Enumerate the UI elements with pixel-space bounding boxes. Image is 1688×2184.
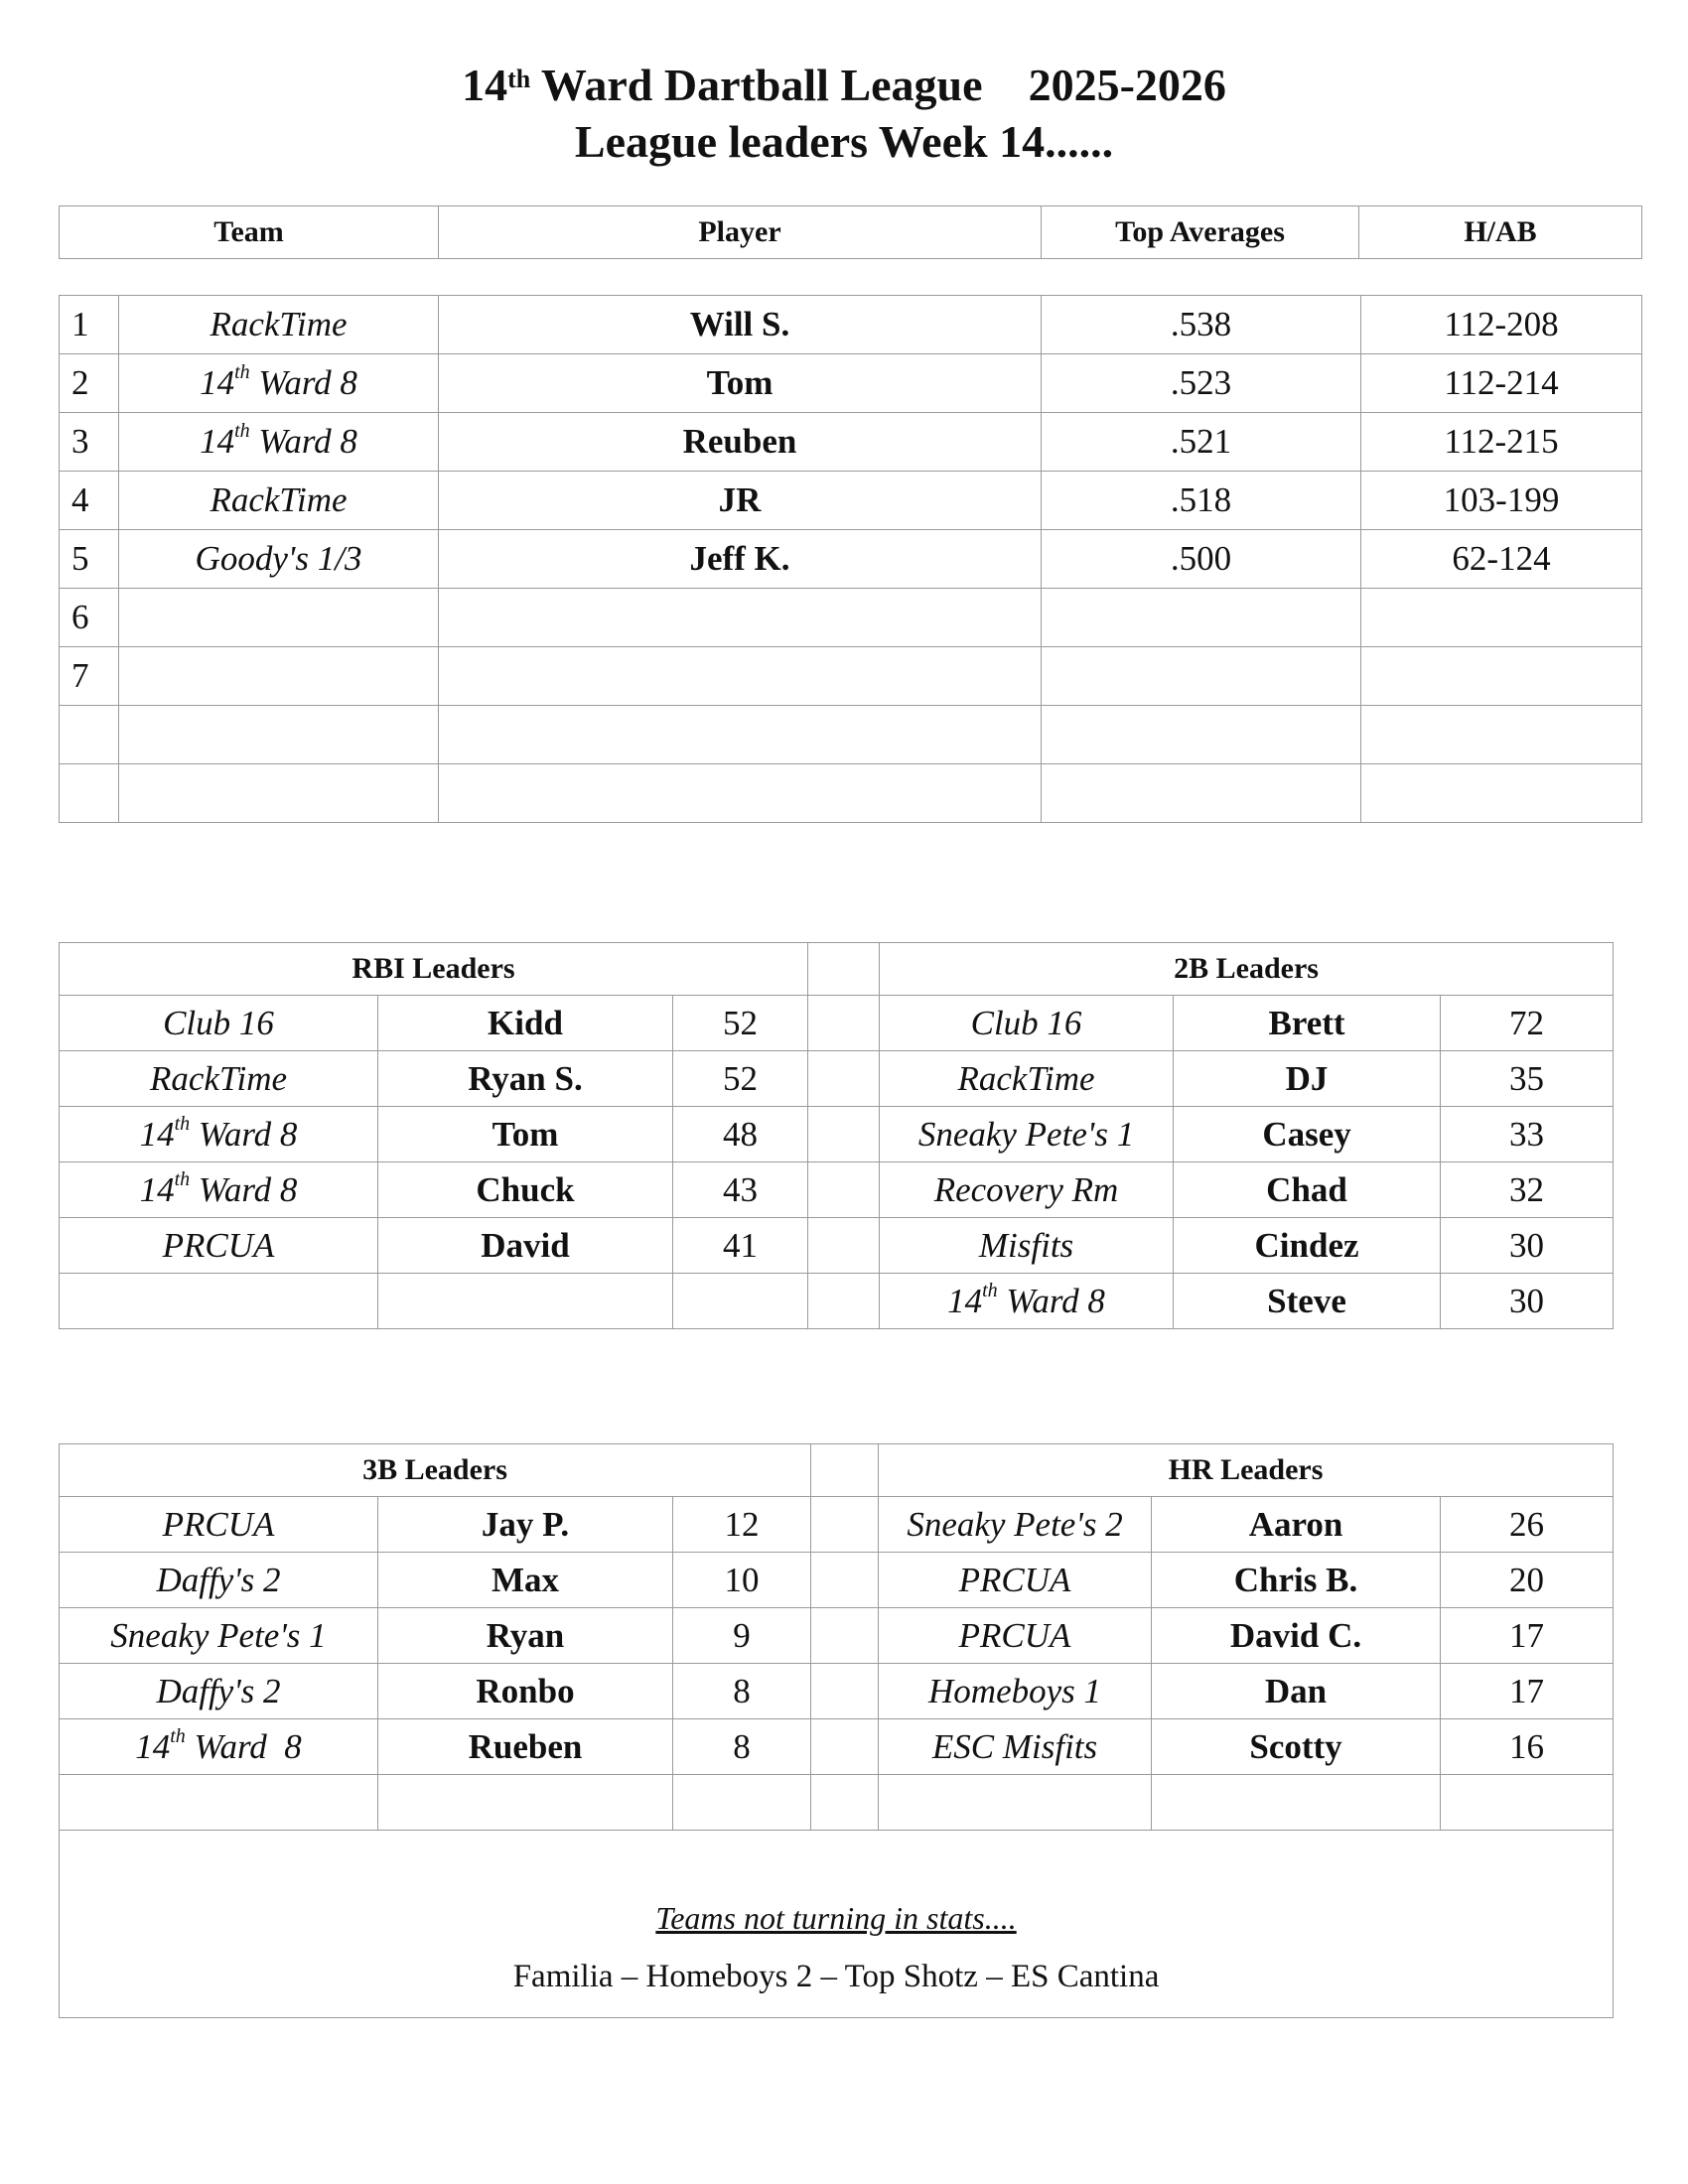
team-name: RackTime [149, 1058, 288, 1098]
title-ward-number: 14 [462, 60, 508, 110]
player-cell [439, 589, 1042, 647]
homers-value-cell: 17 [1441, 1664, 1614, 1719]
rank-cell [60, 706, 119, 764]
page-subtitle: League leaders Week 14...... [574, 116, 1114, 167]
doubles-player-cell: Steve [1174, 1274, 1441, 1329]
doubles-player-cell: Cindez [1174, 1218, 1441, 1274]
table-row [60, 472, 1642, 530]
team-name-rest: Ward 8 [185, 1726, 302, 1766]
homers-value-cell: 16 [1441, 1719, 1614, 1775]
triples-value-cell [673, 1775, 811, 1831]
homers-team-cell [879, 1775, 1152, 1831]
table-row [60, 1497, 1614, 1553]
doubles-player-cell: DJ [1174, 1051, 1441, 1107]
team-name-rest: Ward 8 [249, 422, 357, 461]
spacer-cell [811, 1664, 879, 1719]
avg-team-cell [119, 354, 439, 413]
rbi-value-cell: 52 [673, 1051, 808, 1107]
rbi-player-cell: Tom [378, 1107, 673, 1162]
doubles-value-cell: 30 [1441, 1218, 1614, 1274]
hits-at-bats-cell [1361, 706, 1642, 764]
homers-player-cell: Scotty [1152, 1719, 1441, 1775]
spacer-cell [808, 1218, 880, 1274]
doubles-team-cell [880, 1051, 1174, 1107]
rbi-team-cell [60, 1274, 378, 1329]
average-cell [1042, 764, 1361, 823]
player-cell [439, 764, 1042, 823]
triples-value-cell: 10 [673, 1553, 811, 1608]
team-name: RackTime [957, 1058, 1095, 1098]
team-name: Sneaky Pete's 1 [917, 1114, 1135, 1154]
player-cell: JR [439, 472, 1042, 530]
rank-cell: 5 [60, 530, 119, 589]
team-ordinal-suffix: th [170, 1724, 186, 1747]
hits-at-bats-cell [1361, 589, 1642, 647]
doubles-team-cell [880, 996, 1174, 1051]
rank-cell: 4 [60, 472, 119, 530]
hits-at-bats-cell: 103-199 [1361, 472, 1642, 530]
homers-team-cell [879, 1719, 1152, 1775]
homers-player-cell: Chris B. [1152, 1553, 1441, 1608]
rbi-team-cell [60, 1218, 378, 1274]
averages-header-table [59, 205, 1642, 259]
team-name: PRCUA [162, 1504, 275, 1544]
rbi-team-cell [60, 1162, 378, 1218]
spacer-cell [808, 1162, 880, 1218]
team-name-rest: Ward 8 [190, 1114, 298, 1154]
homers-team-cell [879, 1664, 1152, 1719]
avg-team-cell [119, 413, 439, 472]
triples-value-cell: 12 [673, 1497, 811, 1553]
triples-value-cell: 8 [673, 1719, 811, 1775]
doubles-value-cell: 72 [1441, 996, 1614, 1051]
table-row [60, 1107, 1614, 1162]
rbi-value-cell: 41 [673, 1218, 808, 1274]
triples-player-cell: Ryan [378, 1608, 673, 1664]
column-header-player: Player [439, 206, 1042, 259]
player-cell: Will S. [439, 296, 1042, 354]
column-header-top-averages: Top Averages [1042, 206, 1359, 259]
team-name: RackTime [210, 480, 348, 519]
doubles-value-cell: 33 [1441, 1107, 1614, 1162]
player-cell [439, 647, 1042, 706]
average-cell: .521 [1042, 413, 1361, 472]
rbi-player-cell [378, 1274, 673, 1329]
triples-team-cell [60, 1608, 378, 1664]
team-name: PRCUA [958, 1615, 1071, 1655]
team-name-rest: Ward 8 [190, 1169, 298, 1209]
team-name: Sneaky Pete's 1 [110, 1615, 327, 1655]
doubles-value-cell: 30 [1441, 1274, 1614, 1329]
rank-cell: 2 [60, 354, 119, 413]
team-ordinal-suffix: th [982, 1279, 998, 1301]
avg-team-cell [119, 706, 439, 764]
team-name: 14 [200, 363, 235, 402]
table-row [60, 354, 1642, 413]
homers-value-cell [1441, 1775, 1614, 1831]
team-name-rest: Ward 8 [249, 363, 357, 402]
team-ordinal-suffix: th [174, 1167, 191, 1190]
team-ordinal-suffix: th [174, 1112, 191, 1135]
missing-stats-note: Teams not turning in stats.... [655, 1900, 1017, 1936]
table-row [60, 1553, 1614, 1608]
title-season: 2025-2026 [1028, 60, 1226, 110]
avg-team-cell [119, 647, 439, 706]
team-name: Goody's 1/3 [195, 539, 362, 578]
3b-leaders-title: 3B Leaders [60, 1444, 811, 1497]
triples-team-cell [60, 1497, 378, 1553]
rank-cell [60, 764, 119, 823]
team-name: Sneaky Pete's 2 [907, 1504, 1123, 1544]
spacer-cell [811, 1608, 879, 1664]
table-row [60, 996, 1614, 1051]
team-name: PRCUA [162, 1225, 275, 1265]
team-ordinal-suffix: th [234, 420, 250, 442]
missing-stats-teams: Familia – Homeboys 2 – Top Shotz – ES Cantina [512, 1959, 1160, 1994]
spacer-cell [811, 1553, 879, 1608]
team-name: 14 [200, 422, 235, 461]
spacer-cell [811, 1719, 879, 1775]
homers-player-cell: Aaron [1152, 1497, 1441, 1553]
rank-cell: 3 [60, 413, 119, 472]
triples-value-cell: 9 [673, 1608, 811, 1664]
team-name: RackTime [210, 305, 348, 343]
rbi-team-cell [60, 996, 378, 1051]
doubles-player-cell: Brett [1174, 996, 1441, 1051]
average-cell: .538 [1042, 296, 1361, 354]
rbi-value-cell: 52 [673, 996, 808, 1051]
team-name: Club 16 [970, 1003, 1082, 1042]
avg-team-cell [119, 472, 439, 530]
avg-team-cell [119, 296, 439, 354]
homers-value-cell: 20 [1441, 1553, 1614, 1608]
average-cell: .523 [1042, 354, 1361, 413]
hits-at-bats-cell: 112-215 [1361, 413, 1642, 472]
rank-cell: 7 [60, 647, 119, 706]
team-name: Daffy's 2 [156, 1560, 281, 1599]
homers-player-cell: David C. [1152, 1608, 1441, 1664]
rbi-player-cell: Chuck [378, 1162, 673, 1218]
triples-value-cell: 8 [673, 1664, 811, 1719]
hits-at-bats-cell: 112-208 [1361, 296, 1642, 354]
rbi-team-cell [60, 1051, 378, 1107]
team-name: Recovery Rm [933, 1169, 1119, 1209]
hits-at-bats-cell [1361, 647, 1642, 706]
doubles-value-cell: 35 [1441, 1051, 1614, 1107]
table-row [60, 1218, 1614, 1274]
triples-team-cell [60, 1775, 378, 1831]
triples-player-cell [378, 1775, 673, 1831]
column-header-hab: H/AB [1359, 206, 1642, 259]
rbi-team-cell [60, 1107, 378, 1162]
doubles-team-cell [880, 1218, 1174, 1274]
team-name: Misfits [978, 1225, 1074, 1265]
team-ordinal-suffix: th [234, 361, 250, 383]
title-league-name: Ward Dartball League [540, 60, 983, 110]
team-name: PRCUA [958, 1560, 1071, 1599]
average-cell [1042, 647, 1361, 706]
average-cell: .518 [1042, 472, 1361, 530]
table-row [60, 1162, 1614, 1218]
team-name: 14 [139, 1114, 175, 1154]
rbi-leaders-title: RBI Leaders [60, 943, 808, 996]
triples-player-cell: Ronbo [378, 1664, 673, 1719]
hits-at-bats-cell: 62-124 [1361, 530, 1642, 589]
avg-team-cell [119, 764, 439, 823]
team-name: Daffy's 2 [156, 1671, 281, 1710]
team-name: 14 [947, 1281, 983, 1320]
spacer-cell [808, 1051, 880, 1107]
table-row [60, 296, 1642, 354]
page-title [0, 58, 1688, 113]
spacer-cell [808, 996, 880, 1051]
table-row [60, 1775, 1614, 1831]
triples-team-cell [60, 1664, 378, 1719]
table-row [60, 1051, 1614, 1107]
team-name-rest: Ward 8 [997, 1281, 1105, 1320]
rbi-value-cell: 48 [673, 1107, 808, 1162]
homers-player-cell [1152, 1775, 1441, 1831]
rank-cell: 6 [60, 589, 119, 647]
team-name: 14 [139, 1169, 175, 1209]
table-row [60, 413, 1642, 472]
doubles-player-cell: Chad [1174, 1162, 1441, 1218]
triples-team-cell [60, 1553, 378, 1608]
hits-at-bats-cell [1361, 764, 1642, 823]
triples-player-cell: Max [378, 1553, 673, 1608]
table-row [60, 647, 1642, 706]
stats-footer [60, 1831, 1614, 2018]
table-row [60, 589, 1642, 647]
team-name: Club 16 [163, 1003, 274, 1042]
doubles-team-cell [880, 1107, 1174, 1162]
homers-player-cell: Dan [1152, 1664, 1441, 1719]
hr-leaders-title: HR Leaders [879, 1444, 1614, 1497]
team-name: Homeboys 1 [928, 1671, 1102, 1710]
doubles-team-cell [880, 1274, 1174, 1329]
team-name: ESC Misfits [931, 1726, 1098, 1766]
doubles-team-cell [880, 1162, 1174, 1218]
spacer-cell [811, 1497, 879, 1553]
table-row [60, 1608, 1614, 1664]
average-cell: .500 [1042, 530, 1361, 589]
avg-team-cell [119, 589, 439, 647]
top-averages-table [59, 295, 1642, 823]
rbi-player-cell: David [378, 1218, 673, 1274]
triples-player-cell: Jay P. [378, 1497, 673, 1553]
table-row [60, 1719, 1614, 1775]
average-cell [1042, 589, 1361, 647]
table-row [60, 1664, 1614, 1719]
avg-team-cell [119, 530, 439, 589]
spacer-cell [808, 1274, 880, 1329]
title-ordinal-suffix: th [507, 65, 531, 93]
player-cell: Reuben [439, 413, 1042, 472]
rbi-value-cell: 43 [673, 1162, 808, 1218]
average-cell [1042, 706, 1361, 764]
rbi-player-cell: Kidd [378, 996, 673, 1051]
rbi-value-cell [673, 1274, 808, 1329]
homers-value-cell: 17 [1441, 1608, 1614, 1664]
table-row [60, 706, 1642, 764]
table-row [60, 530, 1642, 589]
homers-team-cell [879, 1608, 1152, 1664]
triples-player-cell: Rueben [378, 1719, 673, 1775]
table-row [60, 764, 1642, 823]
doubles-value-cell: 32 [1441, 1162, 1614, 1218]
player-cell: Jeff K. [439, 530, 1042, 589]
homers-team-cell [879, 1553, 1152, 1608]
rbi-2b-leaders-table [59, 942, 1614, 1329]
hits-at-bats-cell: 112-214 [1361, 354, 1642, 413]
rbi-player-cell: Ryan S. [378, 1051, 673, 1107]
player-cell [439, 706, 1042, 764]
team-name: 14 [135, 1726, 171, 1766]
triples-team-cell [60, 1719, 378, 1775]
rank-cell: 1 [60, 296, 119, 354]
2b-leaders-title: 2B Leaders [880, 943, 1614, 996]
table-row [60, 1274, 1614, 1329]
spacer-cell [811, 1775, 879, 1831]
3b-hr-leaders-table [59, 1443, 1614, 2018]
spacer-cell [808, 1107, 880, 1162]
homers-team-cell [879, 1497, 1152, 1553]
homers-value-cell: 26 [1441, 1497, 1614, 1553]
column-header-team: Team [60, 206, 439, 259]
doubles-player-cell: Casey [1174, 1107, 1441, 1162]
player-cell: Tom [439, 354, 1042, 413]
